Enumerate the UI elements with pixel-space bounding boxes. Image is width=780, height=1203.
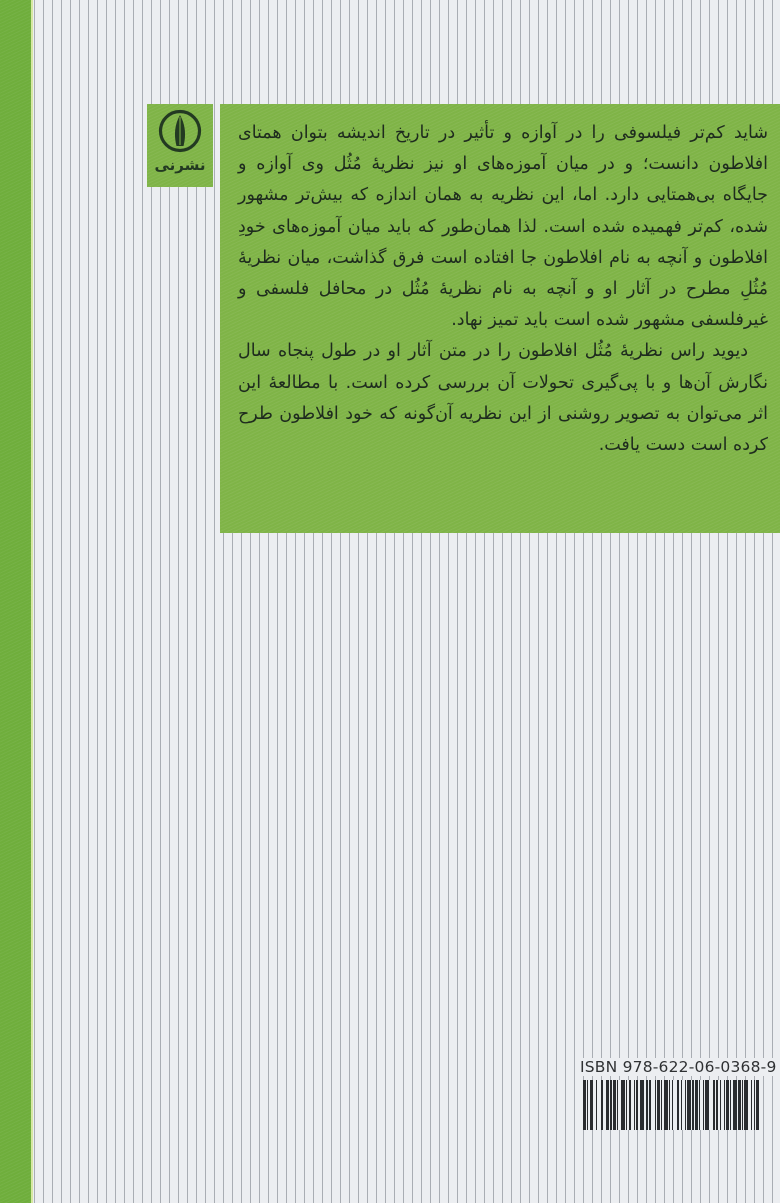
isbn-block <box>578 1057 777 1135</box>
barcode-gap <box>759 1080 760 1130</box>
publisher-logo <box>147 104 213 187</box>
spine-green-band <box>0 0 33 1203</box>
blurb-paragraph-1: شاید کم‌تر فیلسوفی را در آوازه و تأثیر در تاریخ اندیشه بتوان همتای افلاطون دانست؛ و در میان آموزه‌های او نیز نظریهٔ مُثُل وی آوازه و جایگاه بی‌همتایی دارد. اما، این نظریه به همان اندازه که بیش‌تر مشهور شده، کم‌تر فهمیده شده است. لذا همان‌طور که باید میان آموزه‌های خودِ افلاطون و آنچه به نام افلاطون جا افتاده است فرق گذاشت، میان نظریهٔ مُثُلِ مطرح در آثار او و آنچه به نام نظریهٔ مُثُل در محافل فلسفی و غیرفلسفی مشهور شده است باید تمیز نهاد. <box>238 123 768 331</box>
barcode <box>583 1080 761 1130</box>
publisher-name: نشرنی <box>154 156 206 174</box>
leaf-in-circle-icon <box>157 108 203 154</box>
blurb-panel <box>220 104 780 533</box>
blurb-paragraph-2: دیوید راس نظریهٔ مُثُل افلاطون را در متن آثار او در طول پنجاه سال نگارش آن‌ها و با پی‌گیری تحولات آن بررسی کرده است. با مطالعهٔ این اثر می‌توان به تصویر روشنی از این نظریه آن‌گونه که خود افلاطون طرح کرده است دست یافت. <box>238 341 768 456</box>
isbn-number: ISBN 978-622-06-0368-9 <box>580 1058 777 1076</box>
